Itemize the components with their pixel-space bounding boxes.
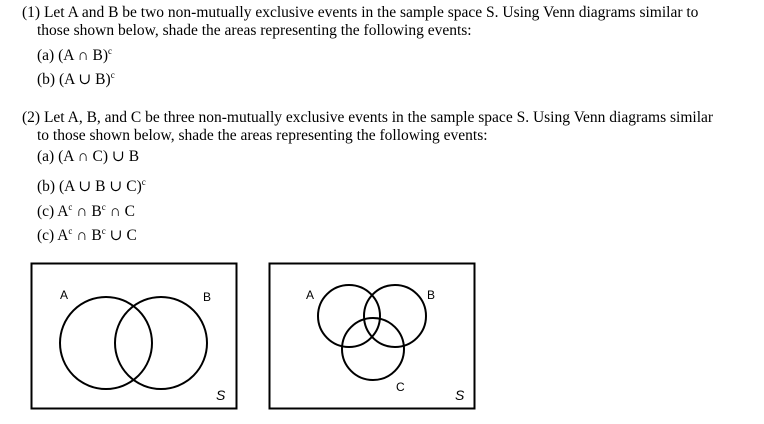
part-suffix: ∪ C <box>105 227 137 244</box>
label-c: C <box>396 380 405 394</box>
part-prefix: (c) A <box>37 203 69 220</box>
venn-diagram-three-sets <box>270 264 475 409</box>
part-label: (b) (A ∪ B) <box>37 71 111 88</box>
circle-c <box>342 318 404 380</box>
problem-1-line-1: (1) Let A and B be two non-mutually exclusive events in the sample space S. Using Venn diagrams similar to <box>22 4 699 21</box>
label-s: S <box>455 387 465 403</box>
circle-a <box>60 297 152 389</box>
superscript: c <box>101 226 106 236</box>
superscript: c <box>68 202 73 212</box>
problem-2-line-1: (2) Let A, B, and C be three non-mutually exclusive events in the sample space S. Using Venn diagrams similar <box>22 109 714 126</box>
circle-a <box>318 285 380 347</box>
label-b: B <box>427 288 436 302</box>
circle-b <box>364 285 426 347</box>
superscript: c <box>108 46 113 56</box>
label-a: A <box>306 288 315 302</box>
superscript: c <box>141 177 146 187</box>
problem-2-line-2: to those shown below, shade the areas representing the following events: <box>37 127 488 144</box>
part-prefix: (c) A <box>37 227 69 244</box>
superscript: c <box>68 226 73 236</box>
part-suffix: ∩ C <box>105 203 136 220</box>
label-a: A <box>60 288 69 302</box>
part-label: (a) (A ∩ B) <box>37 47 109 64</box>
circle-b <box>115 297 207 389</box>
part-mid: ∩ B <box>72 203 102 220</box>
superscript: c <box>101 202 106 212</box>
label-s: S <box>216 387 226 403</box>
label-b: B <box>203 290 212 304</box>
venn-diagram-two-sets <box>32 264 237 409</box>
problem-2-part-a: (a) (A ∩ C) ∪ B <box>37 148 140 165</box>
problem-1-line-2: those shown below, shade the areas representing the following events: <box>37 22 472 39</box>
part-label: (b) (A ∪ B ∪ C) <box>37 178 142 195</box>
part-mid: ∩ B <box>72 227 102 244</box>
superscript: c <box>110 70 115 80</box>
